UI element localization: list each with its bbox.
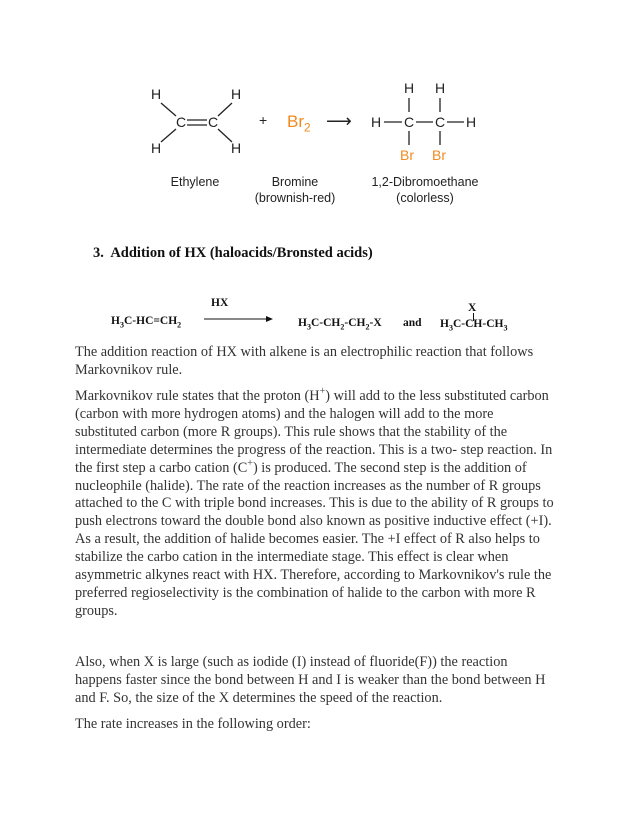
hydrogen-atom: H [151,140,162,156]
hydrogen-atom: H [231,86,242,102]
hydrogen-atom: H [466,114,477,130]
ethylene-ch-bond [161,103,176,116]
section-number: 3. [93,245,104,261]
carbon-atom: C [404,114,415,130]
reagent-label: HX [211,297,229,309]
hydrogen-atom: H [151,86,162,102]
paragraph-halide-size [75,654,555,708]
paragraph-text: The rate increases in the following order: [75,716,311,732]
paragraph-text: The addition reaction of HX with alkene is an electrophilic reaction that follows Markovnikov rule. [75,344,534,378]
bromine-symbol: Br [287,112,304,131]
bromine-label: Bromine [271,175,319,189]
carbon-atom: C [208,114,219,130]
paragraph-rate [75,716,555,734]
ethylene-label: Ethylene [170,175,220,189]
bromine-subscript: 2 [304,120,311,135]
reaction-arrow [204,314,274,324]
reactant-formula: $H_3C-HC=CH_2$ [111,315,182,330]
carbon-atom: C [176,114,187,130]
plus-sign: + [259,112,268,128]
ethylene-ch-bond [218,129,232,142]
connector-word: and [403,317,422,329]
paragraph-markovnikov [75,388,555,621]
product-note: (colorless) [396,191,454,205]
product-label: 1,2-Dibromoethane [371,175,479,189]
hydrogen-atom: H [371,114,382,130]
paragraph-intro [75,344,555,380]
bromine-atom: Br [400,147,414,163]
hydrogen-atom: H [404,80,415,96]
bromine-atom: Br [432,147,446,163]
ethylene-ch-bond [218,103,232,116]
section-heading [93,245,373,262]
section-title: Addition of HX (haloacids/Bronsted acids) [110,245,373,261]
hydrogen-atom: H [231,140,242,156]
product2-halide: X [468,302,477,314]
reaction-arrow: ⟶ [326,111,352,131]
ethylene-ch-bond [161,129,176,142]
hydrogen-atom: H [435,80,446,96]
carbon-atom: C [435,114,446,130]
bromine-formula [287,112,311,135]
product1-formula: $H_3C-CH_2-CH_2-X$ [298,317,382,332]
bromine-note: (brownish-red) [254,191,336,205]
product2-formula: $H_3C-CH-CH_3$ [440,318,508,333]
paragraph-text: Markovnikov rule states that the proton (H+) will add to the less substituted carbon (carbon with more hydrogen atoms) and the halogen will add to the more substituted carbon (more R groups). This rule shows that the stability of the intermediate determines the progress of the reaction. This is a two- step reaction. In the first step a carbo cation (C+) is produced. The second step is the addition of nucleophile (halide). The rate of the reaction increases as the number of R groups attached to the C with triple bond increases. This is due to the ability of R groups to push electrons toward the double bond also known as positive inductive effect (+I). As a result, the addition of halide becomes easier. The +I effect of R also helps to stabilize the carbo cation in the intermediate stage. This effect is clear when asymmetric alkynes react with HX. Therefore, according to Markovnikov's rule the preferred regioselectivity is the combination of halide to the carbon with more R groups. [75,386,554,619]
paragraph-text: Also, when X is large (such as iodide (I) instead of fluoride(F)) the reaction happens faster since the bond between H and I is weaker than the bond between H and F. So, the size of the X determines the speed of the reaction. [75,654,546,706]
